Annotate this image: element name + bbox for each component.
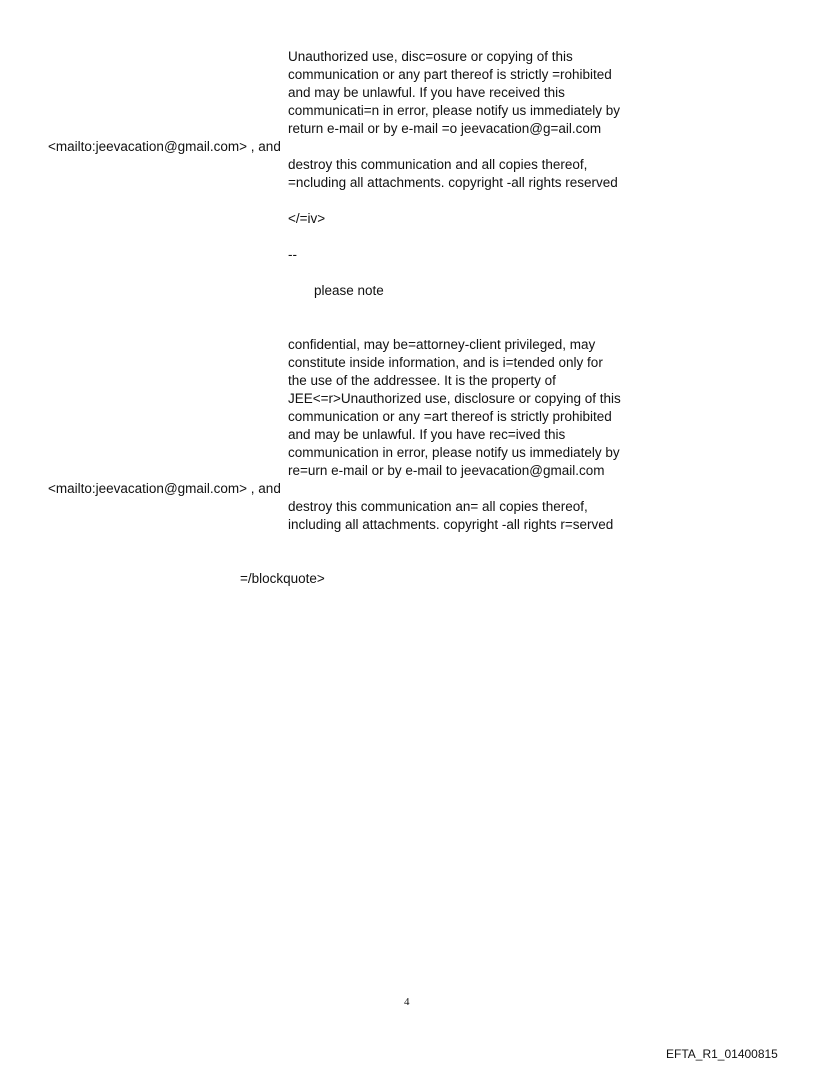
disclaimer-line: =ncluding all attachments. copyright -all rights reserved bbox=[288, 175, 618, 190]
disclaimer-line: communication or any part thereof is strictly =rohibited bbox=[288, 67, 612, 82]
mailto-line: <mailto:jeevacation@gmail.com> , and bbox=[48, 481, 281, 496]
disclaimer-line: destroy this communication an= all copies thereof, bbox=[288, 499, 588, 514]
disclaimer-line: return e-mail or by e-mail =o jeevacation@g=ail.com bbox=[288, 121, 602, 136]
blockquote-close-tag: =/blockquote> bbox=[240, 571, 325, 586]
page-number: 4 bbox=[404, 996, 410, 1008]
disclaimer-line: including all attachments. copyright -all rights r=served bbox=[288, 517, 614, 532]
disclaimer-line: constitute inside information, and is i=tended only for bbox=[288, 355, 603, 370]
disclaimer-line: and may be unlawful. If you have rec=ived this bbox=[288, 427, 566, 442]
disclaimer-line: communication in error, please notify us immediately by bbox=[288, 445, 620, 460]
div-close-tag: </=iv> bbox=[288, 211, 326, 226]
mailto-line: <mailto:jeevacation@gmail.com> , and bbox=[48, 139, 281, 154]
disclaimer-line: destroy this communication and all copies thereof, bbox=[288, 157, 588, 172]
disclaimer-line: communication or any =art thereof is strictly prohibited bbox=[288, 409, 612, 424]
disclaimer-line: confidential, may be=attorney-client privileged, may bbox=[288, 337, 596, 352]
disclaimer-line: JEE<=r>Unauthorized use, disclosure or copying of this bbox=[288, 391, 621, 406]
disclaimer-line: communicati=n in error, please notify us immediately by bbox=[288, 103, 621, 118]
disclaimer-line: and may be unlawful. If you have received this bbox=[288, 85, 565, 100]
disclaimer-line: the use of the addressee. It is the property of bbox=[288, 373, 556, 388]
disclaimer-line: Unauthorized use, disc=osure or copying of this bbox=[288, 49, 573, 64]
bates-id: EFTA_R1_01400815 bbox=[666, 1047, 778, 1061]
disclaimer-line: re=urn e-mail or by e-mail to jeevacation@gmail.com bbox=[288, 463, 605, 478]
please-note: please note bbox=[314, 283, 384, 298]
dash-separator: -- bbox=[288, 247, 297, 262]
